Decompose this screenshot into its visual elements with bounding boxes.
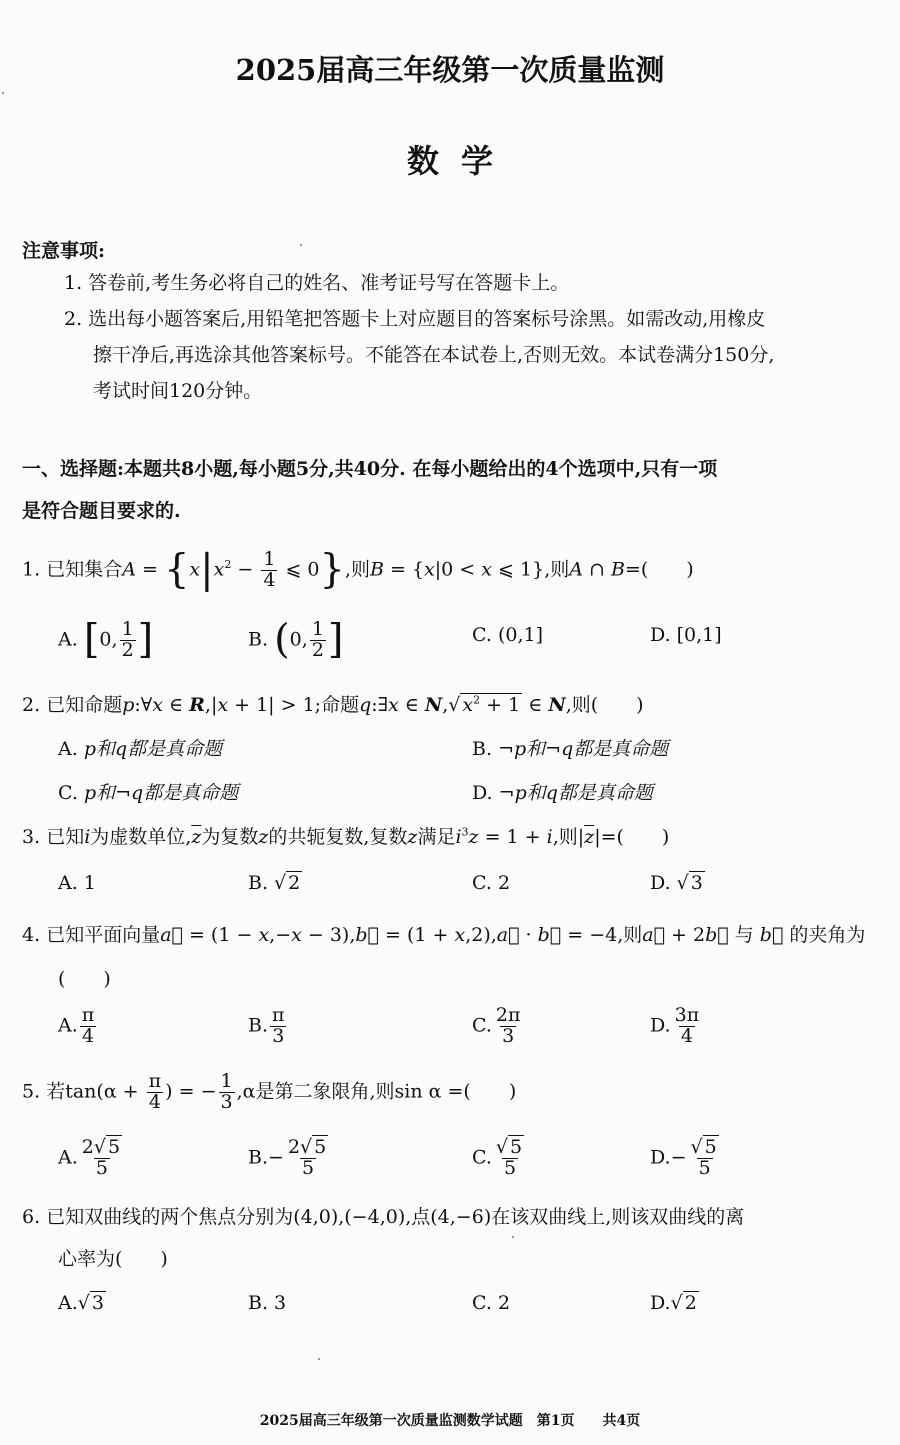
question-4-blank: ( ) [58,968,111,990]
option-4d: D. $\frac{3\pi}{4}$ [650,1004,700,1047]
notice-item-1: 1. 答卷前,考生务必将自己的姓名、准考证号写在答题卡上。 [64,272,570,294]
question-6: 6. 已知双曲线的两个焦点分别为(4,0),(−4,0),点(4,−6)在该双曲线上,则该双曲线的离 [22,1206,745,1228]
question-4: 4. 已知平面向量a⃗ = (1 − x,−x − 3),b⃗ = (1 + x,2),a⃗ · b⃗ = −4,则a⃗ + 2b⃗ 与 b⃗ 的夹角为 [22,924,866,946]
question-number: 1. [22,558,41,581]
question-6-cont: 心率为( ) [58,1248,168,1270]
option-1a: A. [0, $\frac{1}{2}$ ] [58,616,154,663]
scan-speck [318,1358,320,1360]
scan-speck [512,1236,514,1238]
notice-item-2: 2. 选出每小题答案后,用铅笔把答题卡上对应题目的答案标号涂黑。如需改动,用橡皮 [64,308,766,330]
option-6b: B. 3 [248,1292,287,1314]
scan-speck [2,92,4,94]
option-1b: B. (0, $\frac{1}{2}$ ] [248,616,344,663]
page-title: 2025届高三年级第一次质量监测 [235,53,665,87]
option-5d: D.− $\frac{√ 5}{5}$ [650,1136,717,1179]
option-6c: C. 2 [472,1292,511,1314]
answer-blank: =( ) [624,558,694,581]
option-3a: A. 1 [58,872,96,894]
notice-item-2-cont: 擦干净后,再选涂其他答案标号。不能答在本试卷上,否则无效。本试卷满分150分, [93,344,775,366]
option-2b: B. ¬p和¬q都是真命题 [472,738,669,760]
option-5b: B.− $\frac{2√ 5}{5}$ [248,1136,327,1179]
option-4a: A. $\frac{\pi}{4}$ [58,1004,95,1047]
option-3b: B. √ 2 [248,872,301,894]
question-5: 5. 若tan(α + $\frac{\pi}{4}$ ) = − $\frac{1}{3}$ ,α是第二象限角,则sin α =( ) [22,1070,517,1113]
option-5c: C. $\frac{√ 5}{5}$ [472,1136,523,1179]
option-2c: C. p和¬q都是真命题 [58,782,239,804]
option-6d: D.√ 2 [650,1292,697,1314]
section-heading-cont: 是符合题目要求的. [22,500,181,522]
option-1d: D. [0,1] [650,624,722,646]
option-3c: C. 2 [472,872,511,894]
question-stem: 已知集合 [46,558,123,581]
section-heading: 一、选择题:本题共8小题,每小题5分,共40分. 在每小题给出的4个选项中,只有一项 [22,458,718,480]
option-4b: B. $\frac{\pi}{3}$ [248,1004,285,1047]
question-stem-2: ,则 [344,558,370,581]
question-1: 1. 已知集合$A = \{x|x^2$ − $\frac{1}{4}$ ⩽ 0},则B = {x|0 < x ⩽ 1},则A ∩ B=( ) [22,546,694,593]
option-4c: C. $\frac{2\pi}{3}$ [472,1004,521,1047]
scan-speck [300,244,302,246]
option-2d: D. ¬p和q都是真命题 [472,782,653,804]
option-3d: D. √ 3 [650,872,703,894]
notice-item-2-end: 考试时间120分钟。 [93,380,263,402]
option-6a: A.√ 3 [58,1292,104,1314]
question-2: 2. 已知命题p:∀x ∈ R,|x + 1| > 1;命题q:∃x ∈ N,√ $x^2 + 1$ ∈ N,则( ) [22,693,644,716]
option-1c: C. (0,1] [472,624,543,646]
option-5a: A. $\frac{2√ 5}{5}$ [58,1136,121,1179]
subject-title: 数学 [406,142,515,180]
notice-heading: 注意事项: [22,240,106,262]
page-footer: 2025届高三年级第一次质量监测数学试题 第1页 共4页 [259,1413,641,1429]
option-2a: A. p和q都是真命题 [58,738,223,760]
question-3: 3. 已知i为虚数单位$,\overline{z}$为复数z的共轭复数,复数z满足$i^3z = 1 + i$,则$|\overline{z}|=$( ) [22,825,670,848]
